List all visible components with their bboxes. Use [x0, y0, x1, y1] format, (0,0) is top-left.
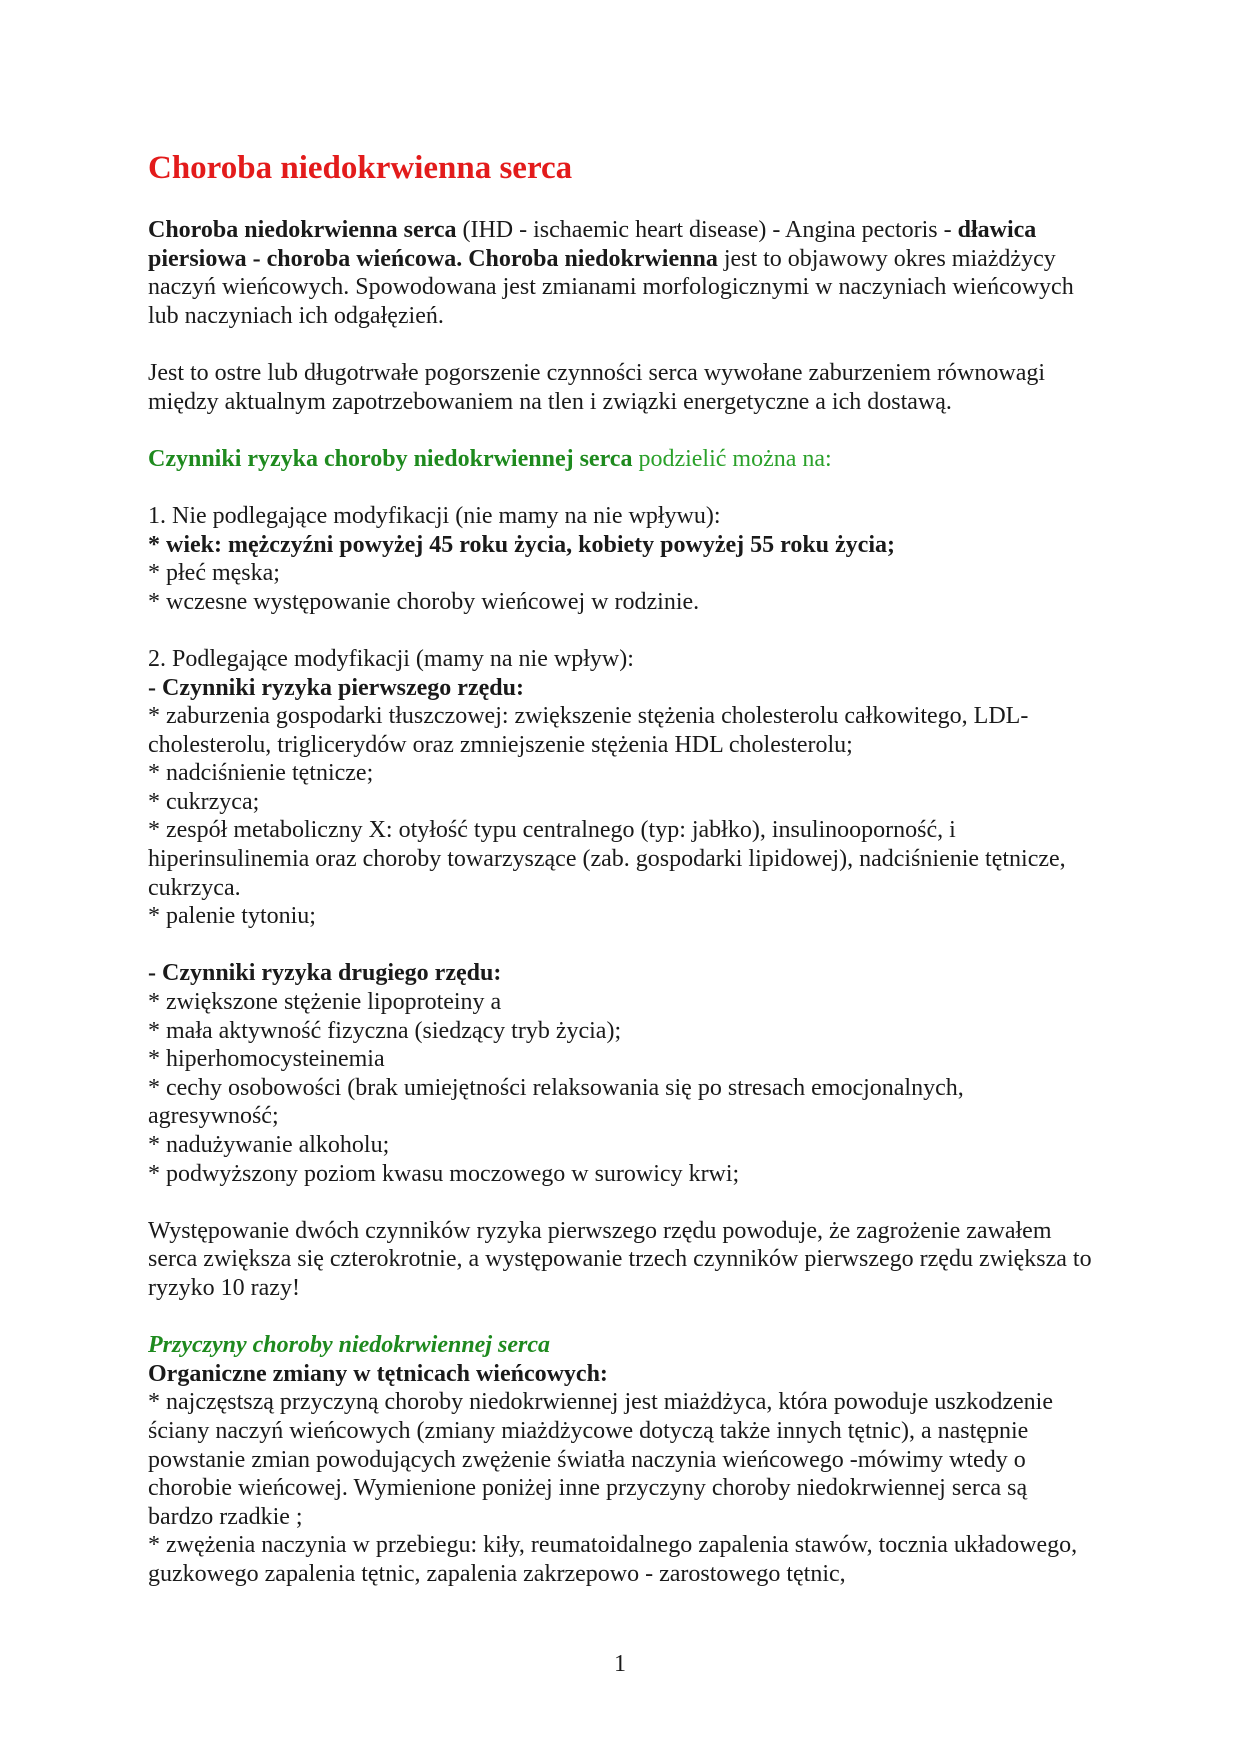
page-title: Choroba niedokrwienna serca — [148, 150, 573, 186]
intro-term: Choroba niedokrwienna serca — [148, 217, 457, 243]
intro-term-2: Choroba niedokrwienna — [468, 245, 718, 272]
list-item: * zwiększone stężenie lipoproteiny a — [148, 989, 502, 1016]
list-item: * palenie tytoniu; — [148, 903, 316, 930]
intro-paragraph — [148, 216, 1098, 330]
second-order-section — [148, 959, 1098, 1188]
first-order-heading: - Czynniki ryzyka pierwszego rzędu: — [148, 674, 524, 701]
list-item: * płeć męska; — [148, 560, 280, 587]
list-item: * nadciśnienie tętnicze; — [148, 760, 374, 787]
non-modifiable-heading: 1. Nie podlegające modyfikacji (nie mamy na nie wpływu): — [148, 502, 721, 529]
risk-factors-heading-bold: Czynniki ryzyka choroby niedokrwiennej serca — [148, 445, 633, 472]
causes-section — [148, 1331, 1098, 1588]
non-modifiable-section — [148, 502, 1098, 616]
modifiable-section — [148, 645, 1098, 931]
risk-factors-heading — [148, 445, 1098, 474]
intro-text-2: jest to objawowy okres miażdżycy naczyń wieńcowych. Spowodowana jest zmianami morfologicznymi w naczyniach wieńcowych lub naczyniach ich odgałęzień. — [148, 245, 1074, 329]
second-order-heading: - Czynniki ryzyka drugiego rzędu: — [148, 960, 502, 987]
list-item: * zaburzenia gospodarki tłuszczowej: zwiększenie stężenia cholesterolu całkowitego, LDL-cholesterolu, triglicerydów oraz zmniejszenie stężenia HDL cholesterolu; — [148, 703, 1029, 758]
page-number: 1 — [614, 1651, 626, 1677]
list-item: * wiek: mężczyźni powyżej 45 roku życia, kobiety powyżej 55 roku życia; — [148, 531, 895, 558]
list-item: * najczęstszą przyczyną choroby niedokrwiennej jest miażdżyca, która powoduje uszkodzenie ściany naczyń wieńcowych (zmiany miażdżycowe dotyczą także innych tętnic), a następnie powstanie zmian powodujących zwężenie światła naczynia wieńcowego -mówimy wtedy o chorobie wieńcowej. Wymienione poniżej inne przyczyny choroby niedokrwiennej serca są bardzo rzadkie ; — [148, 1389, 1053, 1530]
intro-text-1: (IHD - ischaemic heart disease) - Angina pectoris - — [456, 217, 958, 243]
causes-heading: Przyczyny choroby niedokrwiennej serca — [148, 1332, 550, 1359]
list-item: * cukrzyca; — [148, 788, 260, 815]
modifiable-heading: 2. Podlegające modyfikacji (mamy na nie wpływ): — [148, 645, 634, 672]
list-item: * mała aktywność fizyczna (siedzący tryb życia); — [148, 1017, 622, 1044]
list-item: * hiperhomocysteinemia — [148, 1046, 385, 1073]
risk-factors-heading-text: podzielić można na: — [632, 445, 832, 472]
list-item: * podwyższony poziom kwasu moczowego w surowicy krwi; — [148, 1160, 740, 1187]
definition-paragraph: Jest to ostre lub długotrwałe pogorszenie czynności serca wywołane zaburzeniem równowagi między aktualnym zapotrzebowaniem na tlen i związki energetyczne a ich dostawą. — [148, 359, 1046, 415]
list-item: * zwężenia naczynia w przebiegu: kiły, reumatoidalnego zapalenia stawów, tocznia układowego, guzkowego zapalenia tętnic, zapalenia zakrzepowo - zarostowego tętnic, — [148, 1532, 1078, 1587]
intro-synonyms: dławica piersiowa - choroba wieńcowa. — [148, 217, 1037, 272]
document-body — [148, 148, 1098, 1589]
list-item: * zespół metaboliczny X: otyłość typu centralnego (typ: jabłko), insulinooporność, i hiperinsulinemia oraz choroby towarzyszące (zab. gospodarki lipidowej), nadciśnienie tętnicze, cukrzyca. — [148, 817, 1066, 901]
organic-changes-heading: Organiczne zmiany w tętnicach wieńcowych: — [148, 1360, 608, 1387]
risk-summary-paragraph: Występowanie dwóch czynników ryzyka pierwszego rzędu powoduje, że zagrożenie zawałem serca zwiększa się czterokrotnie, a występowanie trzech czynników pierwszego rzędu zwiększa to ryzyko 10 razy! — [148, 1217, 1092, 1301]
list-item: * nadużywanie alkoholu; — [148, 1132, 390, 1158]
list-item: * cechy osobowości (brak umiejętności relaksowania się po stresach emocjonalnych, agresywność; — [148, 1074, 964, 1130]
list-item: * wczesne występowanie choroby wieńcowej w rodzinie. — [148, 588, 700, 615]
